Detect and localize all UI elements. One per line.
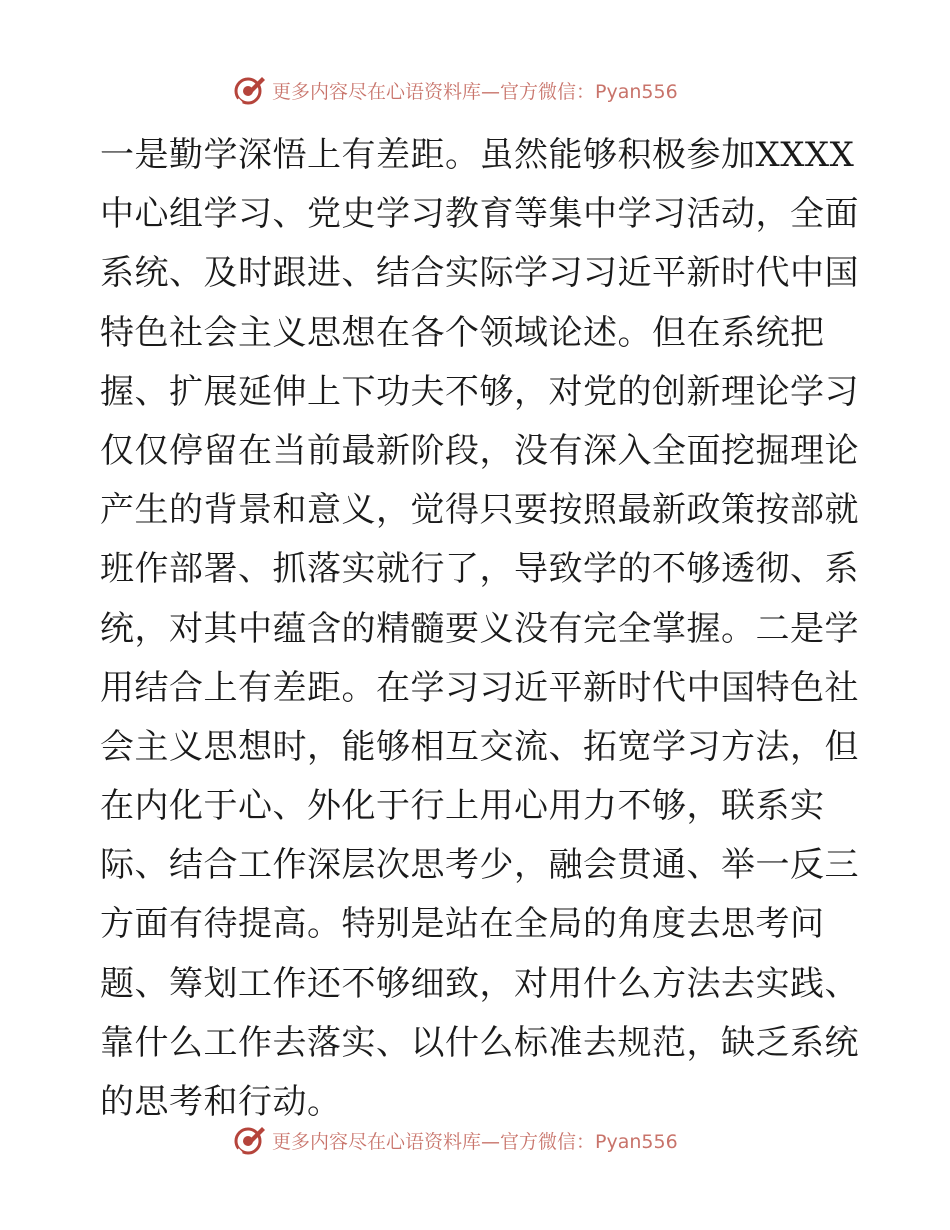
body-paragraph [100,126,859,1132]
text-line: 中心组学习、党史学习教育等集中学习活动，全面 [100,194,859,235]
text-line: 题、筹划工作还不够细致，对用什么方法去实践、 [100,963,859,1004]
text-line: 际、结合工作深层次思考少，融会贯通、举一反三 [100,845,859,886]
pen-logo-icon [232,1123,266,1157]
pen-logo-icon [232,73,266,107]
header-watermark [232,70,732,110]
text-line: 产生的背景和意义，觉得只要按照最新政策按部就 [100,490,859,531]
text-line: 特色社会主义思想在各个领域论述。但在系统把 [100,312,825,353]
text-line: 靠什么工作去落实、以什么标准去规范，缺乏系统 [100,1022,859,1063]
text-line: 仅仅停留在当前最新阶段，没有深入全面挖掘理论 [100,430,859,471]
text-line: 方面有待提高。特别是站在全局的角度去思考问 [100,904,825,945]
text-line: 用结合上有差距。在学习习近平新时代中国特色社 [100,667,859,708]
text-line: 的思考和行动。 [100,1082,342,1122]
footer-watermark [232,1120,732,1160]
text-line: 一是勤学深悟上有差距。虽然能够积极参加XXXX [100,135,855,175]
text-line: 会主义思想时，能够相互交流、拓宽学习方法，但 [100,726,859,767]
text-line: 班作部署、抓落实就行了，导致学的不够透彻、系 [100,549,859,590]
text-line: 系统、及时跟进、结合实际学习习近平新时代中国 [100,253,859,294]
footer-banner-text: 更多内容尽在心语资料库—官方微信：Pyan556 [272,1130,678,1153]
text-line: 握、扩展延伸上下功夫不够，对党的创新理论学习 [100,371,859,412]
text-line: 在内化于心、外化于行上用心用力不够，联系实 [100,786,825,827]
text-line: 统，对其中蕴含的精髓要义没有完全掌握。二是学 [100,608,859,649]
header-banner-text: 更多内容尽在心语资料库—官方微信：Pyan556 [272,80,678,103]
